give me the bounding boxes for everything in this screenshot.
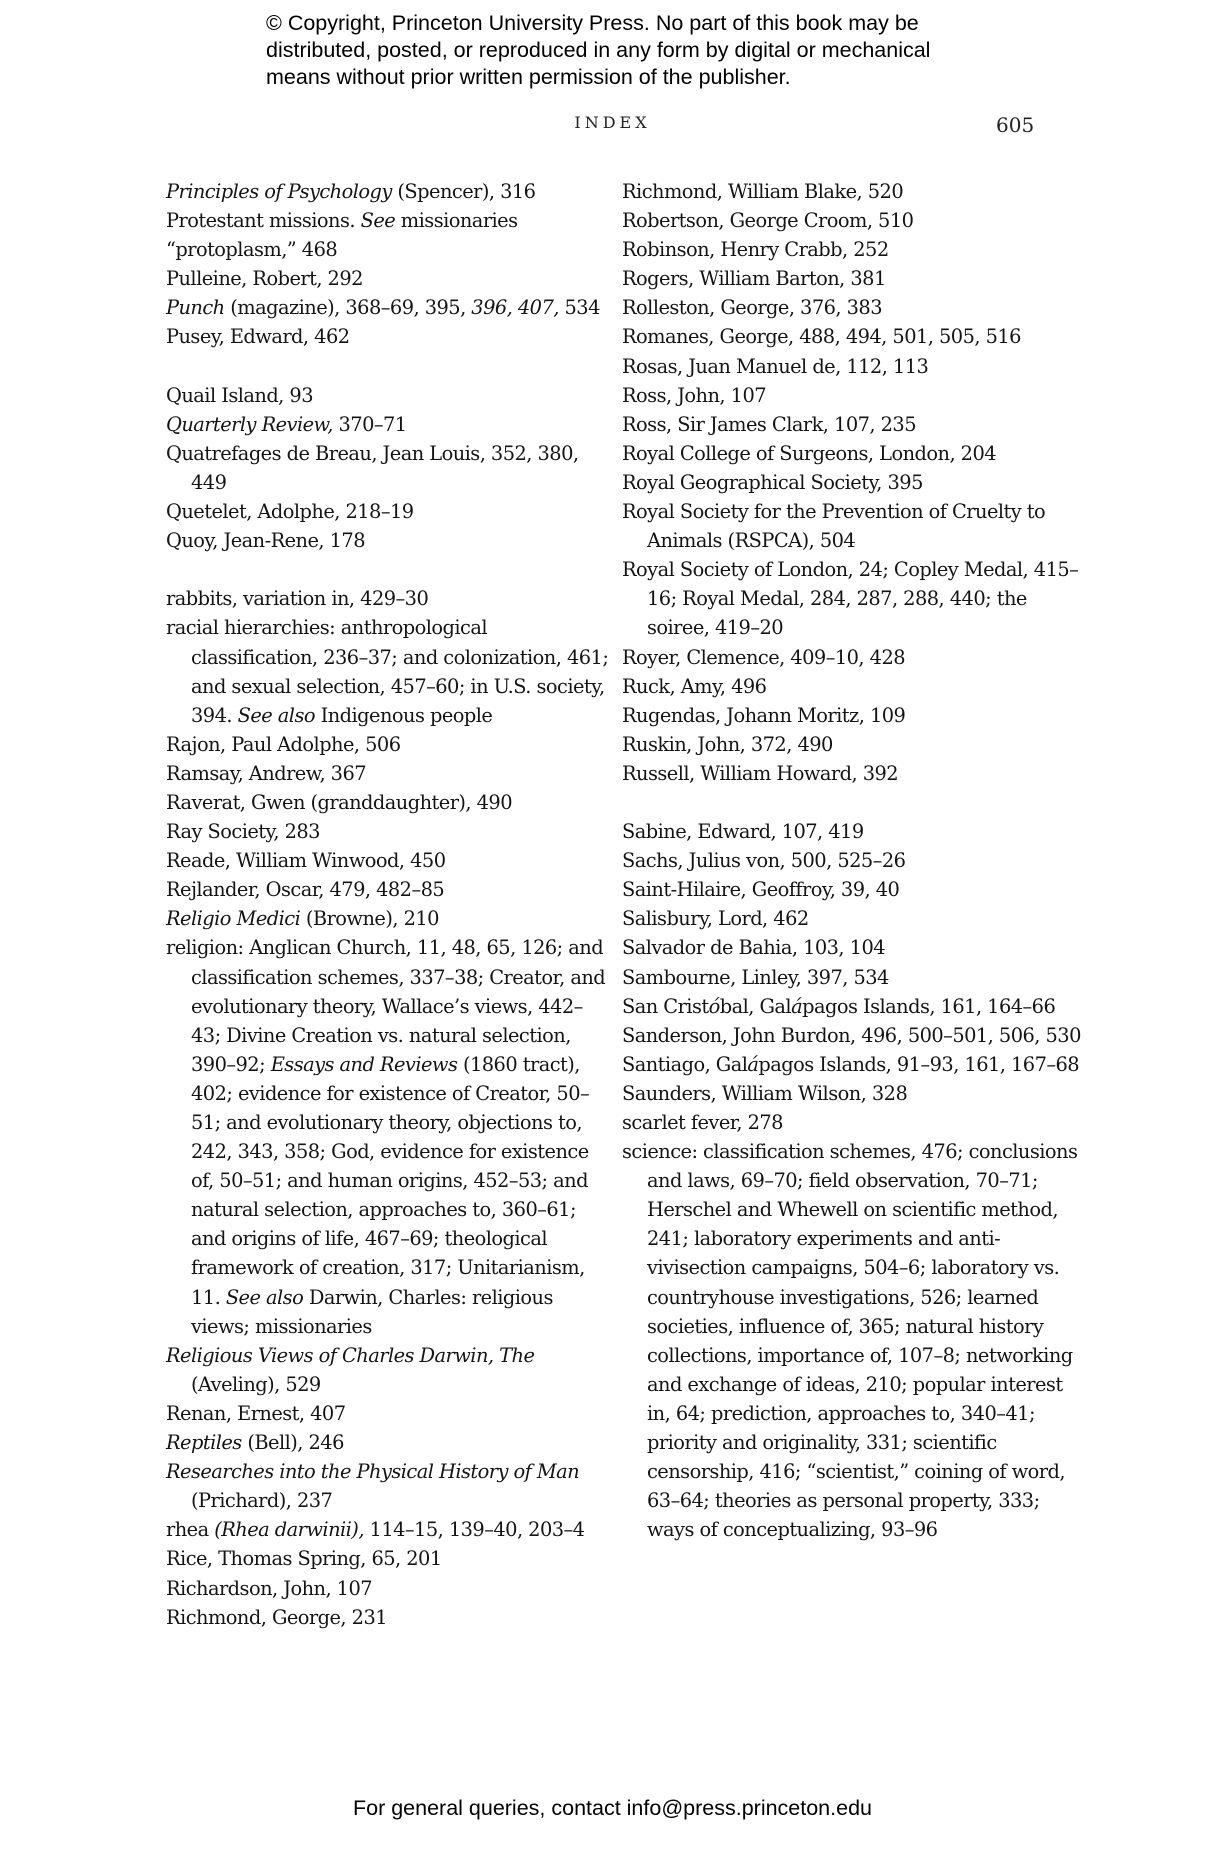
index-entry [166, 235, 611, 264]
index-entry [166, 788, 611, 817]
index-entry-text: Royal Society of London, 24; Copley Medal, 415–16; Royal Medal, 284, 287, 288, 440; the soiree, 419–20 [622, 558, 1079, 640]
index-entry [622, 933, 1082, 962]
index-entry-text: Pulleine, Robert, 292 [166, 267, 363, 291]
index-entry-text: Sanderson, John Burdon, 496, 500–501, 506, 530 [622, 1023, 1081, 1047]
page-number: 605 [996, 113, 1035, 137]
letter-group-gap [166, 555, 611, 584]
footer-contact: For general queries, contact info@press.princeton.edu [352, 1796, 872, 1820]
index-entry-text: Rugendas, Johann Moritz, 109 [622, 703, 906, 727]
index-entry [166, 410, 611, 439]
index-entry-text: Rice, Thomas Spring, 65, 201 [166, 1547, 442, 1571]
index-entry [622, 701, 1082, 730]
index-entry-italic-text: (Rhea darwinii), [214, 1518, 364, 1542]
index-entry-italic-text: See also [225, 1285, 304, 1309]
index-column-left [166, 177, 611, 1632]
letter-group-gap [622, 788, 1082, 817]
index-entry-text: (Bell), 246 [241, 1431, 344, 1455]
index-entry [622, 439, 1082, 468]
index-entry [622, 1021, 1082, 1050]
index-entry-text: Ramsay, Andrew, 367 [166, 761, 367, 785]
index-entry-text: Rosas, Juan Manuel de, 112, 113 [622, 354, 929, 378]
index-entry [166, 846, 611, 875]
index-entry [166, 264, 611, 293]
index-entry-text: Royer, Clemence, 409–10, 428 [622, 645, 906, 669]
index-entry-text: racial hierarchies: anthropological classification, 236–37; and colonization, 461; and sexual selection, 457–60; in U.S. society, 394. [166, 616, 609, 727]
index-entry-text: pagos Islands, 161, 164–66 [802, 994, 1056, 1018]
index-entry [622, 352, 1082, 381]
index-entry-text: Salvador de Bahia, 103, 104 [622, 936, 886, 960]
index-entry-text: Sachs, Julius von, 500, 525–26 [622, 849, 906, 873]
index-entry [166, 817, 611, 846]
index-entry-text: Ross, Sir James Clark, 107, 235 [622, 412, 916, 436]
index-entry [622, 497, 1082, 555]
index-entry-text: Ruck, Amy, 496 [622, 674, 767, 698]
index-entry [166, 322, 611, 351]
index-entry-italic-text: Religio Medici [166, 907, 301, 931]
index-entry-text: rabbits, variation in, 429–30 [166, 587, 429, 611]
index-entry-text: Rejlander, Oscar, 479, 482–85 [166, 878, 445, 902]
index-entry-text: rhea [166, 1518, 215, 1542]
index-entry [166, 497, 611, 526]
index-entry [622, 643, 1082, 672]
index-entry [166, 1341, 611, 1399]
index-entry [622, 322, 1082, 351]
index-entry-text: Salisbury, Lord, 462 [622, 907, 809, 931]
index-entry [166, 1574, 611, 1603]
index-entry [622, 1108, 1082, 1137]
index-entry [166, 613, 611, 729]
copyright-line: distributed, posted, or reproduced in any form by digital or mechanical [266, 38, 931, 62]
index-entry [622, 904, 1082, 933]
index-entry-text: Sabine, Edward, 107, 419 [622, 820, 864, 844]
index-entry-text: Ruskin, John, 372, 490 [622, 732, 833, 756]
index-entry [622, 1050, 1082, 1079]
index-entry-text: (Aveling), 529 [191, 1372, 321, 1396]
index-entry-italic-text: 396, 407, [471, 296, 559, 320]
index-entry-text: “protoplasm,” 468 [166, 238, 338, 262]
index-entry-text: Richardson, John, 107 [166, 1576, 373, 1600]
index-entry-text: (Spencer), 316 [391, 180, 536, 203]
index-entry-text: pagos Islands, 91–93, 161, 167–68 [758, 1052, 1080, 1076]
index-entry-italic-text: á [791, 994, 803, 1018]
index-entry [622, 1137, 1082, 1544]
index-entry-text: (Prichard), 237 [191, 1489, 333, 1513]
index-entry [622, 206, 1082, 235]
index-entry-italic-text: Punch [166, 296, 225, 320]
index-entry-italic-text: Religious Views of Charles Darwin, The [166, 1343, 535, 1367]
index-entry-text: Sambourne, Linley, 397, 534 [622, 965, 889, 989]
index-entry-text: Russell, William Howard, 392 [622, 761, 899, 785]
index-entry-text: Robertson, George Croom, 510 [622, 209, 914, 233]
index-entry-italic-text: Researches into the Physical History of Man [166, 1460, 580, 1484]
index-entry-italic-text: ó [708, 994, 720, 1018]
index-entry [166, 904, 611, 933]
index-entry-text: bal, Gal [719, 994, 792, 1018]
index-entry-text: Raverat, Gwen (granddaughter), 490 [166, 790, 513, 814]
index-entry [622, 235, 1082, 264]
index-entry [166, 1515, 611, 1544]
index-entry-italic-text: See also [237, 703, 315, 727]
index-entry [622, 992, 1082, 1021]
index-entry-text: Rogers, William Barton, 381 [622, 267, 886, 291]
index-entry [166, 759, 611, 788]
index-entry-text: Saunders, William Wilson, 328 [622, 1081, 908, 1105]
index-entry [166, 933, 611, 1340]
index-entry-text: Reade, William Winwood, 450 [166, 849, 446, 873]
running-head: INDEX [574, 113, 651, 132]
index-entry-text: Ross, John, 107 [622, 383, 767, 407]
index-entry-text: Royal Geographical Society, 395 [622, 470, 923, 494]
index-entry-italic-text: See [360, 209, 396, 233]
index-entry-text: religion: Anglican Church, 11, 48, 65, 126; and classification schemes, 337–38; Creator, and evolutionary theory, Wallace’s views, 442–43; Divine Creation vs. natural selection, 390–92; [166, 936, 606, 1076]
index-entry [166, 584, 611, 613]
index-entry-text: scarlet fever, 278 [622, 1111, 783, 1134]
index-entry-text: Richmond, George, 231 [166, 1605, 388, 1629]
index-entry-text: Royal Society for the Prevention of Cruelty to Animals (RSPCA), 504 [622, 500, 1046, 553]
index-entry-text: Saint-Hilaire, Geoffroy, 39, 40 [622, 878, 900, 902]
index-entry [166, 439, 611, 497]
index-entry-text: Ray Society, 283 [166, 820, 320, 844]
index-entry-text: (magazine), 368–69, 395, [224, 296, 472, 320]
index-entry [622, 846, 1082, 875]
index-entry-text: Santiago, Gal [622, 1052, 748, 1076]
letter-group-gap [166, 352, 611, 381]
index-entry-text: Protestant missions. [166, 209, 361, 233]
index-entry-text: Rolleston, George, 376, 383 [622, 296, 883, 320]
copyright-line: means without prior written permission of the publisher. [266, 65, 791, 89]
index-entry [622, 875, 1082, 904]
index-entry-italic-text: á [747, 1052, 759, 1076]
index-entry-text: Royal College of Surgeons, London, 204 [622, 441, 997, 465]
index-entry [166, 875, 611, 904]
index-entry [166, 730, 611, 759]
index-entry-text: Quoy, Jean-Rene, 178 [166, 529, 365, 553]
index-entry [622, 817, 1082, 846]
index-entry-text: Richmond, William Blake, 520 [622, 180, 904, 203]
index-entry-italic-text: Quarterly Review, [166, 412, 333, 436]
index-entry [622, 177, 1082, 206]
index-entry [622, 963, 1082, 992]
index-entry [622, 468, 1082, 497]
index-entry [166, 526, 611, 555]
index-entry [622, 381, 1082, 410]
index-entry-text: Quetelet, Adolphe, 218–19 [166, 500, 414, 524]
index-entry-text: Pusey, Edward, 462 [166, 325, 350, 349]
index-column-right [622, 177, 1082, 1544]
index-entry-text: Quatrefages de Breau, Jean Louis, 352, 380, 449 [166, 441, 579, 494]
index-entry-text: Robinson, Henry Crabb, 252 [622, 238, 889, 262]
index-entry [622, 293, 1082, 322]
index-entry-italic-text: Essays and Reviews [270, 1052, 458, 1076]
index-entry [622, 730, 1082, 759]
index-entry-italic-text: Principles of Psychology [166, 180, 392, 203]
index-entry [622, 1079, 1082, 1108]
index-entry [166, 293, 611, 322]
index-entry [622, 672, 1082, 701]
index-entry [166, 381, 611, 410]
index-entry [166, 1603, 611, 1632]
copyright-line: © Copyright, Princeton University Press. No part of this book may be [266, 11, 919, 35]
index-entry [622, 410, 1082, 439]
index-entry [166, 206, 611, 235]
index-entry-text: 114–15, 139–40, 203–4 [363, 1518, 585, 1542]
index-entry [166, 1544, 611, 1573]
index-entry-text: 534 [558, 296, 600, 320]
index-entry [166, 1399, 611, 1428]
index-entry [622, 264, 1082, 293]
index-entry [166, 1457, 611, 1515]
index-entry-text: Darwin, Charles: religious views; missionaries [191, 1285, 553, 1338]
index-entry-text: Romanes, George, 488, 494, 501, 505, 516 [622, 325, 1021, 349]
index-entry-text: (1860 tract), 402; evidence for existence of Creator, 50–51; and evolutionary theory, objections to, 242, 343, 358; God, evidence for existence of, 50–51; and human origins, 452–53; and natural selection, approaches to, 360–61; and origins of life, 467–69; theological framework of creation, 317; Unitarianism, 11. [191, 1052, 590, 1309]
copyright-notice [266, 10, 986, 91]
index-entry-text: Indigenous people [314, 703, 493, 727]
index-entry-italic-text: Reptiles [166, 1431, 242, 1455]
index-entry [166, 177, 611, 206]
index-entry-text: missionaries [395, 209, 518, 233]
index-entry [166, 1428, 611, 1457]
index-entry-text: Renan, Ernest, 407 [166, 1401, 346, 1425]
index-entry-text: San Crist [622, 994, 709, 1018]
index-entry [622, 759, 1082, 788]
index-entry [622, 555, 1082, 642]
index-entry-text: (Browne), 210 [300, 907, 439, 931]
index-entry-text: science: classification schemes, 476; conclusions and laws, 69–70; field observation, 70–71; Herschel and Whewell on scientific method, 241; laboratory experiments and anti-vivisection campaigns, 504–6; laboratory vs. countryhouse investigations, 526; learned societies, influence of, 365; natural history collections, importance of, 107–8; networking and exchange of ideas, 210; popular interest in, 64; prediction, approaches to, 340–41; priority and originality, 331; scientific censorship, 416; “scientist,” coining of word, 63–64; theories as personal property, 333; ways of conceptualizing, 93–96 [622, 1140, 1078, 1542]
index-entry-text: 370–71 [332, 412, 407, 436]
index-entry-text: Quail Island, 93 [166, 383, 313, 407]
index-entry-text: Rajon, Paul Adolphe, 506 [166, 732, 401, 756]
